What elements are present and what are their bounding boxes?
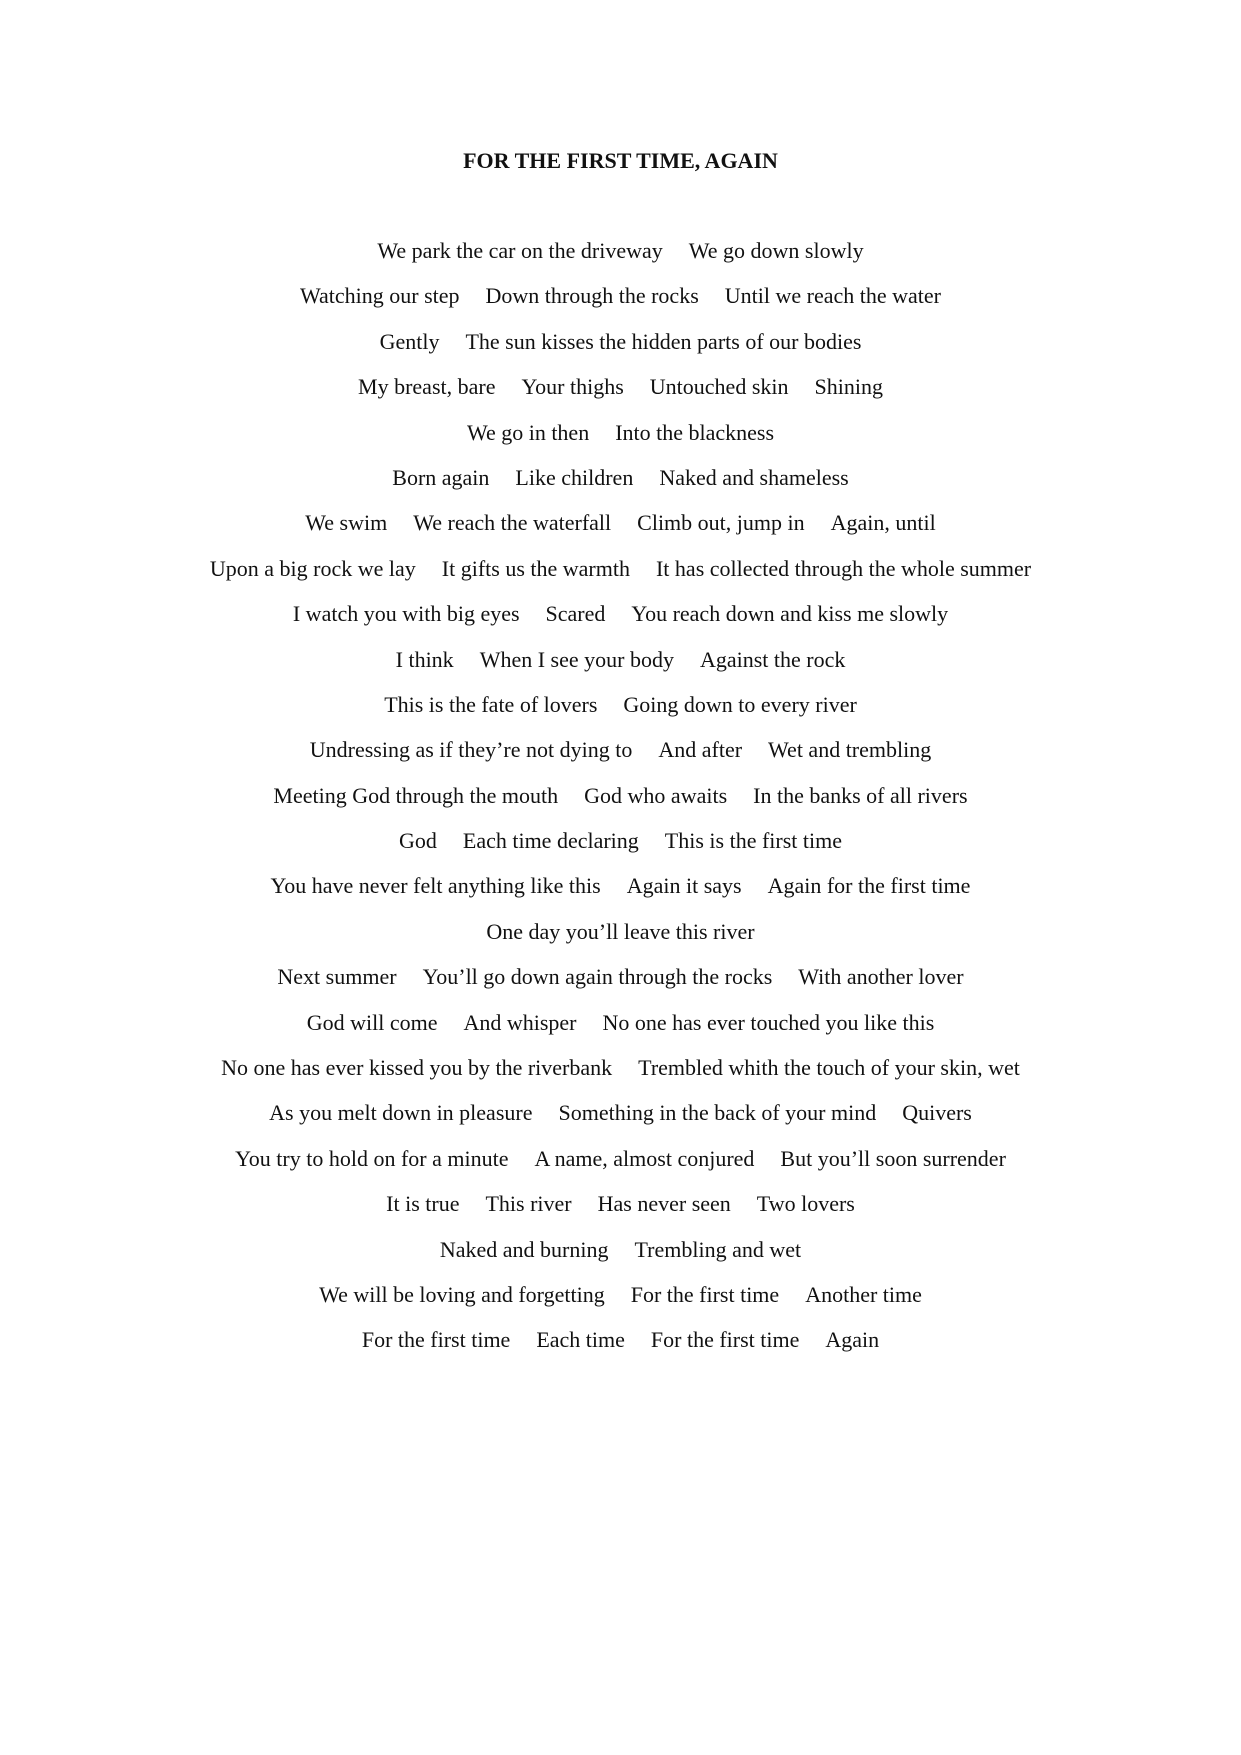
poem-line <box>0 781 1241 826</box>
poem-line <box>0 372 1241 417</box>
poem-line <box>0 554 1241 599</box>
poem-phrase: Meeting God through the mouth <box>273 782 559 808</box>
poem-phrase: Wet and trembling <box>768 737 932 763</box>
poem-line <box>0 281 1241 326</box>
poem-line <box>0 826 1241 871</box>
poem-title: FOR THE FIRST TIME, AGAIN <box>463 148 778 173</box>
poem-phrase: Undressing as if they’re not dying to <box>309 737 633 763</box>
poem-phrase: It has collected through the whole summer <box>655 555 1032 581</box>
poem-phrase: This river <box>485 1191 572 1217</box>
poem-phrase: Against the rock <box>699 646 846 672</box>
poem-phrase: Upon a big rock we lay <box>209 555 416 581</box>
poem-phrase: We reach the waterfall <box>413 510 612 536</box>
poem-phrase: You reach down and kiss me slowly <box>631 601 949 627</box>
poem-phrase: Again, until <box>830 510 936 536</box>
poem-phrase: Trembling and wet <box>634 1236 802 1262</box>
poem-line <box>0 1325 1241 1370</box>
poem-line <box>0 1189 1241 1234</box>
poem-phrase: Scared <box>545 601 606 627</box>
poem-line <box>0 463 1241 508</box>
poem-phrase: God <box>398 828 437 854</box>
poem-phrase: God will come <box>306 1009 438 1035</box>
poem-phrase: Each time declaring <box>462 828 639 854</box>
poem-phrase: Another time <box>805 1281 922 1307</box>
poem-line <box>0 1053 1241 1098</box>
poem-phrase: Next summer <box>277 964 397 990</box>
poem-line <box>0 1144 1241 1189</box>
poem-phrase: Again for the first time <box>767 873 971 899</box>
poem-phrase: And after <box>658 737 743 763</box>
poem-phrase: We will be loving and forgetting <box>319 1281 605 1307</box>
poem-line <box>0 1235 1241 1280</box>
poem-line <box>0 917 1241 962</box>
poem-line <box>0 735 1241 780</box>
poem-body <box>0 236 1241 1371</box>
poem-phrase: No one has ever kissed you by the riverbank <box>221 1055 613 1081</box>
poem-phrase: Has never seen <box>597 1191 731 1217</box>
poem-phrase: Your thighs <box>521 374 624 400</box>
poem-line <box>0 418 1241 463</box>
poem-line <box>0 962 1241 1007</box>
poem-line <box>0 508 1241 553</box>
poem-phrase: You have never felt anything like this <box>270 873 601 899</box>
poem-phrase: But you’ll soon surrender <box>780 1145 1006 1171</box>
poem-line <box>0 599 1241 644</box>
poem-phrase: This is the first time <box>664 828 842 854</box>
poem-phrase: No one has ever touched you like this <box>602 1009 935 1035</box>
poem-line <box>0 1280 1241 1325</box>
poem-phrase: Shining <box>814 374 883 400</box>
poem-phrase: Naked and shameless <box>659 464 849 490</box>
poem-phrase: Untouched skin <box>649 374 789 400</box>
poem-line <box>0 690 1241 735</box>
poem-phrase: For the first time <box>650 1327 800 1353</box>
poem-phrase: Going down to every river <box>623 691 857 717</box>
poem-phrase: For the first time <box>630 1281 780 1307</box>
poem-phrase: You try to hold on for a minute <box>235 1145 509 1171</box>
poem-phrase: Something in the back of your mind <box>558 1100 877 1126</box>
poem-phrase: We go in then <box>466 419 590 445</box>
poem-phrase: The sun kisses the hidden parts of our bodies <box>465 328 862 354</box>
poem-phrase: It gifts us the warmth <box>441 555 630 581</box>
poem-phrase: Gently <box>379 328 440 354</box>
poem-phrase: Watching our step <box>299 283 460 309</box>
poem-phrase: Naked and burning <box>439 1236 609 1262</box>
poem-phrase: You’ll go down again through the rocks <box>422 964 773 990</box>
poem-phrase: Into the blackness <box>615 419 775 445</box>
poem-line <box>0 1098 1241 1143</box>
poem-phrase: Quivers <box>902 1100 972 1126</box>
poem-phrase: With another lover <box>798 964 964 990</box>
poem-phrase: Again it says <box>626 873 742 899</box>
poem-line <box>0 645 1241 690</box>
poem-phrase: God who awaits <box>584 782 728 808</box>
poem-phrase: A name, almost conjured <box>534 1145 755 1171</box>
poem-phrase: When I see your body <box>479 646 674 672</box>
poem-phrase: Like children <box>515 464 634 490</box>
poem-phrase: Born again <box>392 464 490 490</box>
poem-phrase: Climb out, jump in <box>637 510 805 536</box>
poem-phrase: This is the fate of lovers <box>384 691 598 717</box>
poem-phrase: Trembled whith the touch of your skin, wet <box>638 1055 1020 1081</box>
poem-phrase: It is true <box>386 1191 460 1217</box>
poem-phrase: Two lovers <box>756 1191 855 1217</box>
poem-phrase: As you melt down in pleasure <box>269 1100 533 1126</box>
poem-phrase: I watch you with big eyes <box>292 601 520 627</box>
poem-phrase: My breast, bare <box>358 374 496 400</box>
poem-phrase: I think <box>395 646 454 672</box>
poem-line <box>0 236 1241 281</box>
poem-phrase: For the first time <box>361 1327 511 1353</box>
poem-phrase: Down through the rocks <box>485 283 699 309</box>
poem-phrase: We park the car on the driveway <box>377 238 663 263</box>
poem-phrase: We swim <box>305 510 388 536</box>
poem-line <box>0 327 1241 372</box>
poem-phrase: Until we reach the water <box>724 283 941 309</box>
poem-phrase: In the banks of all rivers <box>753 782 968 808</box>
poem-phrase: One day you’ll leave this river <box>486 918 755 944</box>
poem-phrase: We go down slowly <box>688 238 864 263</box>
poem-phrase: Again <box>825 1327 880 1353</box>
poem-phrase: And whisper <box>463 1009 577 1035</box>
poem-phrase: Each time <box>536 1327 625 1353</box>
poem-line <box>0 1008 1241 1053</box>
poem-line <box>0 871 1241 916</box>
